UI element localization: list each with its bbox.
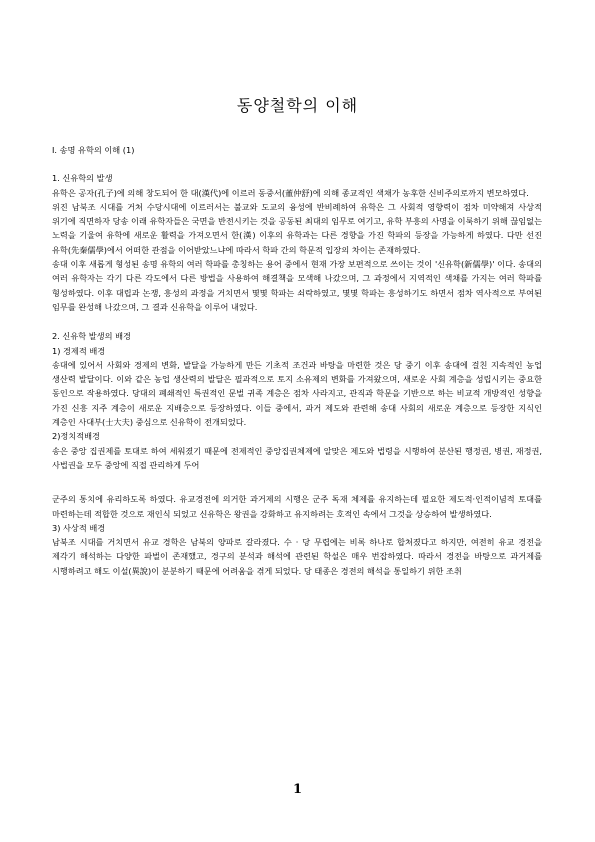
- heading-2: 2. 신유학 발생의 배경: [52, 331, 131, 342]
- paragraph-6: 남북조 시대를 거치면서 유교 경학은 남북의 양파로 갈라졌다. 수 · 당 무렵에는 비록 하나로 합쳐졌다고 하지만, 여전히 유교 경전을 제각기 해석하는 다양한 파벌이 존재했고, 경구의 분석과 해석에 관련된 학설은 매우 번잡하였다. 따라서 경전을 바탕으로 과거제를 시행하려고 해도 이설(異說)이 분분하기 때문에 어려움을 겪게 되었다. 당 태종은 경전의 해석을 통일하기 위한 조취: [52, 537, 542, 576]
- paragraph-5b: 군주의 통치에 유리하도록 하였다. 유교경전에 의거한 과거제의 시행은 군주 독재 체제를 유지하는데 필요한 제도적·인적이념적 토대를 마련하는데 적합한 것으로 재인식 되었고 신유학은 왕권을 강화하고 유지하려는 호적인 속에서 그것을 상승하여 발생하였다.: [52, 494, 542, 519]
- heading-1: 1. 신유학의 발생: [52, 173, 113, 184]
- paragraph-5a: 송은 중앙 집권제를 토대로 하여 세워졌기 때문에 전제적인 중앙집권체제에 알맞은 제도와 법령을 시행하여 분산된 행정권, 병권, 재정권, 사법권을 모두 중앙에 직접 관리하게 두어: [52, 445, 542, 470]
- paragraph-1: 유학은 공자(孔子)에 의해 창도되어 한 대(漢代)에 이르러 동중서(董仲舒)에 의해 종교적인 색채가 농후한 신비주의로까지 변모하였다.: [52, 187, 529, 198]
- page-number: 1: [292, 782, 303, 797]
- subheading-political: 2)정치적배경: [52, 431, 100, 442]
- paragraph-4: 송대에 있어서 사회와 경제의 변화, 발달을 가능하게 만든 기초적 조건과 바탕을 마련한 것은 당 중기 이후 송대에 걸친 지속적인 농업 생산력 발달이다. 이와 같은 농업 생산력의 발달은 필과적으로 토지 소유제의 변화를 가져왔으며, 새로운 사회 계층을 성립시키는 중요한 동인으로 작용하였다. 당대의 폐쇄적인 특권적인 문벌 귀족 계층은 점차 사라지고, 관직과 학문을 기반으로 하는 비교적 개방적인 성향을 가진 신흥 지주 계층이 새로운 지배층으로 등장하였다. 이들 중에서, 과거 제도와 관련해 송대 사회의 새로운 계층으로 등장한 지식인 계층인 사대부(士大夫) 중심으로 신유학이 전개되었다.: [52, 359, 542, 428]
- document-title: 동양철학의 이해: [236, 96, 359, 115]
- subheading-economic: 1) 경제적 배경: [52, 345, 106, 356]
- section-heading: Ⅰ. 송명 유학의 이해 (1): [52, 145, 135, 155]
- paragraph-2: 위진 남북조 시대를 거쳐 수당시대에 이르러서는 불교와 도교의 융성에 반비례하여 유학은 그 사회적 영향력이 점차 미약해져 사상적 위기에 직면하자 당송 이래 유학자들은 국면을 반전시키는 것을 공동된 최대의 임무로 여기고, 유학 부흥의 사명을 이룩하기 위해 끊임없는 노력을 기울여 유학에 새로운 활력을 가져오면서 한(漢) 이후의 유학과는 다른 경향을 가진 학파의 등장을 가능하게 하였다. 다만 선진 유학(先秦儒學)에서 어떠한 관점을 이어받았느냐에 따라서 학파 간의 학문적 입장의 차이는 존재하였다.: [52, 201, 542, 255]
- document-body: [52, 143, 542, 578]
- paragraph-3: 송대 이후 새롭게 형성된 송명 유학의 여러 학파를 총칭하는 용어 중에서 현재 가장 보편적으로 쓰이는 것이 '신유학(新儒學)' 이다. 송대의 여러 유학자는 각기 다른 각도에서 다른 방법을 사용하여 해결책을 모색해 나갔으며, 그 과정에서 지역적인 색채를 가지는 여러 학파를 형성하였다. 이후 대립과 논쟁, 흥성의 과정을 거치면서 몇몇 학파는 쇠락하였고, 몇몇 학파는 흥성하기도 하면서 점차 역사적으로 부여된 임무를 완성해 나갔으며, 그 결과 신유학을 이루어 내었다.: [52, 259, 542, 312]
- subheading-intellectual: 3) 사상적 배경: [52, 522, 106, 533]
